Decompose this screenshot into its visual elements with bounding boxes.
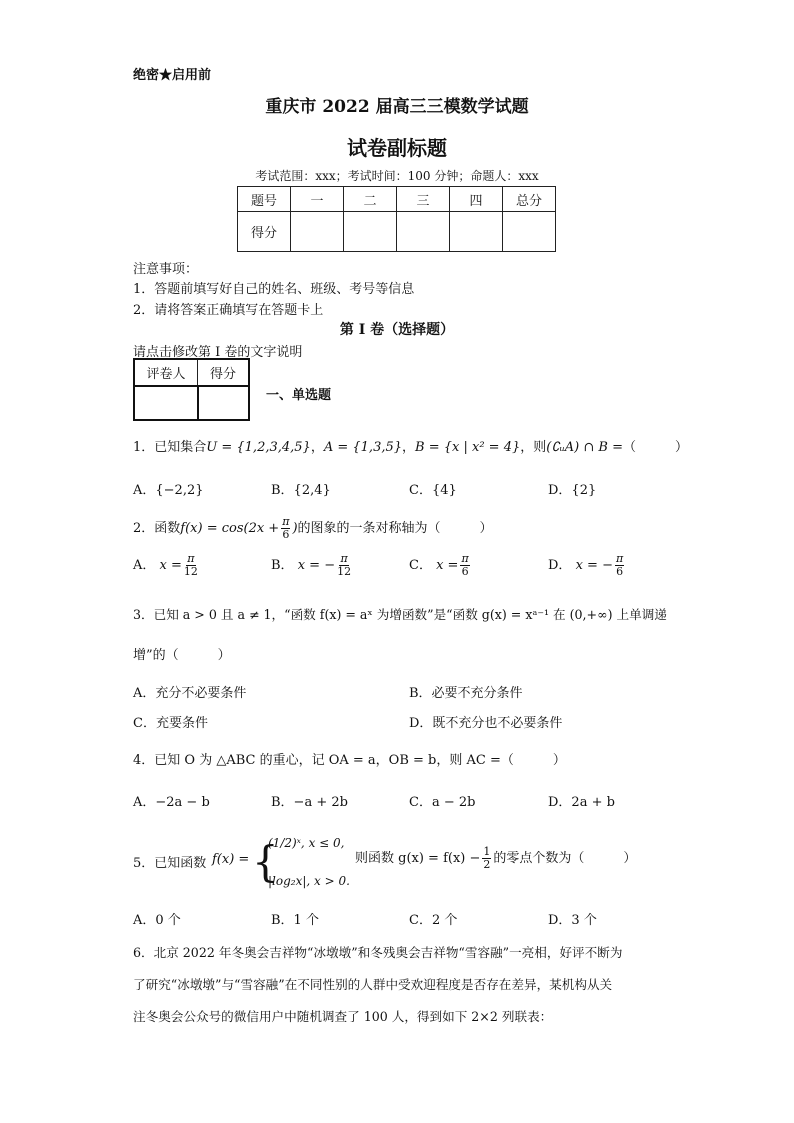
q5-option-d: D．3 个 (548, 913, 597, 928)
q1-set-u: U = {1,2,3,4,5} (206, 440, 311, 455)
grader-table (133, 358, 250, 421)
q2-close-paren: ) (292, 521, 298, 536)
score-table-header: 一 (291, 187, 344, 212)
score-cell (291, 212, 344, 252)
score-table-row-label: 得分 (238, 212, 291, 252)
q2-option-num: π (187, 552, 195, 565)
q5-fraction (482, 846, 491, 871)
q2-text: 的图象的一条对称轴为（ ） (297, 521, 493, 536)
grader-col-label: 评卷人 (134, 359, 198, 386)
q5-brace: { (252, 837, 279, 886)
q1-option-b: B．{2,4} (271, 483, 331, 498)
q3-option-c: C．充要条件 (133, 716, 208, 731)
exam-info: 考试范围：xxx；考试时间：100 分钟；命题人：xxx (255, 169, 539, 183)
q4-option-b: B．−a + 2b (271, 795, 348, 810)
q2-option-den: 6 (461, 565, 469, 578)
notes-item: 2．请将答案正确填写在答题卡上 (133, 303, 324, 318)
q3-option-a: A．充分不必要条件 (133, 686, 247, 701)
q5-option-c: C．2 个 (409, 913, 458, 928)
q1-expression: (∁ᵤA) ∩ B = (546, 440, 623, 455)
q5-fraction-den: 2 (483, 858, 491, 871)
q5-fraction-num: 1 (483, 845, 491, 858)
q5-option-b: B．1 个 (271, 913, 319, 928)
q2-fraction (281, 516, 290, 541)
score-cell (344, 212, 397, 252)
question-1-stem (133, 436, 688, 455)
question-3-stem-line1: 3．已知 a > 0 且 a ≠ 1，“函数 f(x) = aˣ 为增函数”是“函数 g(x) = xᵃ⁻¹ 在 (0,+∞) 上单调递 (133, 607, 667, 622)
q1-option-a: A．{−2,2} (133, 483, 204, 498)
q5-function: f(x) = (212, 852, 250, 867)
q2-option-fraction (460, 553, 469, 578)
question-4-stem: 4．已知 O 为 △ABC 的重心，记 OA = a，OB = b，则 AC =（ ） (133, 753, 566, 768)
grader-cell (198, 386, 250, 420)
q1-set-b: B = {x | x² = 4} (415, 440, 521, 455)
q2-option-fraction (337, 553, 351, 578)
q1-sep: ， (402, 440, 416, 455)
q2-option-d (548, 553, 626, 578)
q2-option-lhs: x = − (297, 558, 336, 573)
notes-title: 注意事项： (133, 262, 199, 277)
q2-option-den: 6 (616, 565, 624, 578)
q5-stem-rest (355, 843, 636, 875)
score-table (237, 186, 556, 252)
q1-option-c: C．{4} (409, 483, 457, 498)
q5-stem-a: 5．已知函数 (133, 856, 207, 871)
q5-option-a: A．0 个 (133, 913, 181, 928)
q2-option-c (409, 553, 472, 578)
q3-option-b: B．必要不充分条件 (409, 686, 523, 701)
q2-option-a (133, 553, 200, 578)
q2-option-den: 12 (183, 565, 198, 578)
q2-function: f(x) = cos(2x + (180, 521, 280, 536)
part1-title: 第 I 卷（选择题） (339, 322, 455, 338)
part1-description: 请点击修改第 I 卷的文字说明 (133, 345, 303, 360)
q1-answer-blank: （ ） (622, 440, 688, 455)
q4-option-d: D．2a + b (548, 795, 615, 810)
q2-option-label: A． (133, 558, 156, 573)
score-cell (503, 212, 556, 252)
q2-option-label: B． (271, 558, 294, 573)
q2-option-lhs: x = (436, 558, 459, 573)
q2-text: 2．函数 (133, 521, 181, 536)
q1-sep: ， (310, 440, 324, 455)
q2-option-lhs: x = − (575, 558, 613, 573)
q2-fraction-num: π (282, 515, 290, 528)
q1-set-a: A = {1,3,5} (323, 440, 403, 455)
q5-text: 则函数 g(x) = f(x) − (355, 851, 481, 866)
q2-option-den: 12 (337, 565, 352, 578)
q2-option-b (271, 553, 353, 578)
q5-case-2: |log₂x|, x > 0. (268, 874, 350, 888)
question-6-line3: 注冬奥会公众号的微信用户中随机调查了 100 人，得到如下 2×2 列联表： (133, 1009, 553, 1024)
question-6-line1: 6．北京 2022 年冬奥会吉祥物“冰墩墩”和冬残奥会吉祥物“雪容融”一亮相，好评不断为 (133, 945, 623, 960)
q2-option-label: C． (409, 558, 432, 573)
notes-item: 1．答题前填写好自己的姓名、班级、考号等信息 (133, 282, 415, 297)
score-table-header: 题号 (238, 187, 291, 212)
score-cell (450, 212, 503, 252)
q1-option-d: D．{2} (548, 483, 597, 498)
q1-text: 1．已知集合 (133, 440, 207, 455)
question-6-line2: 了研究“冰墩墩”与“雪容融”在不同性别的人群中受欢迎程度是否存在差异，某机构从关 (133, 977, 613, 992)
q2-option-fraction (184, 553, 198, 578)
score-cell (397, 212, 450, 252)
q2-fraction-den: 6 (282, 528, 290, 541)
q4-option-a: A．−2a − b (133, 795, 210, 810)
q2-option-num: π (461, 552, 469, 565)
question-2-stem (133, 513, 493, 545)
question-3-stem-line2: 增”的（ ） (133, 648, 231, 663)
q2-option-num: π (615, 552, 624, 565)
q2-option-lhs: x = (159, 558, 182, 573)
score-table-header: 四 (450, 187, 503, 212)
exam-subtitle: 试卷副标题 (347, 136, 447, 160)
q5-text: 的零点个数为（ ） (493, 851, 637, 866)
q3-option-d: D．既不充分也不必要条件 (409, 716, 563, 731)
score-table-header: 三 (397, 187, 450, 212)
score-table-header: 总分 (503, 187, 556, 212)
q5-case-1: (1/2)ˣ, x ≤ 0, (268, 836, 345, 850)
q1-sep: ，则 (520, 440, 547, 455)
q2-option-fraction (615, 553, 624, 578)
q2-option-label: D． (548, 558, 572, 573)
exam-title: 重庆市 2022 届高三三模数学试题 (265, 97, 529, 117)
q4-option-c: C．a − 2b (409, 795, 476, 810)
score-table-header: 二 (344, 187, 397, 212)
confidential-mark: 绝密★启用前 (133, 68, 212, 83)
section-title: 一、单选题 (266, 388, 332, 403)
grader-col-label: 得分 (198, 359, 250, 386)
grader-cell (134, 386, 198, 420)
q2-option-num: π (340, 552, 348, 565)
